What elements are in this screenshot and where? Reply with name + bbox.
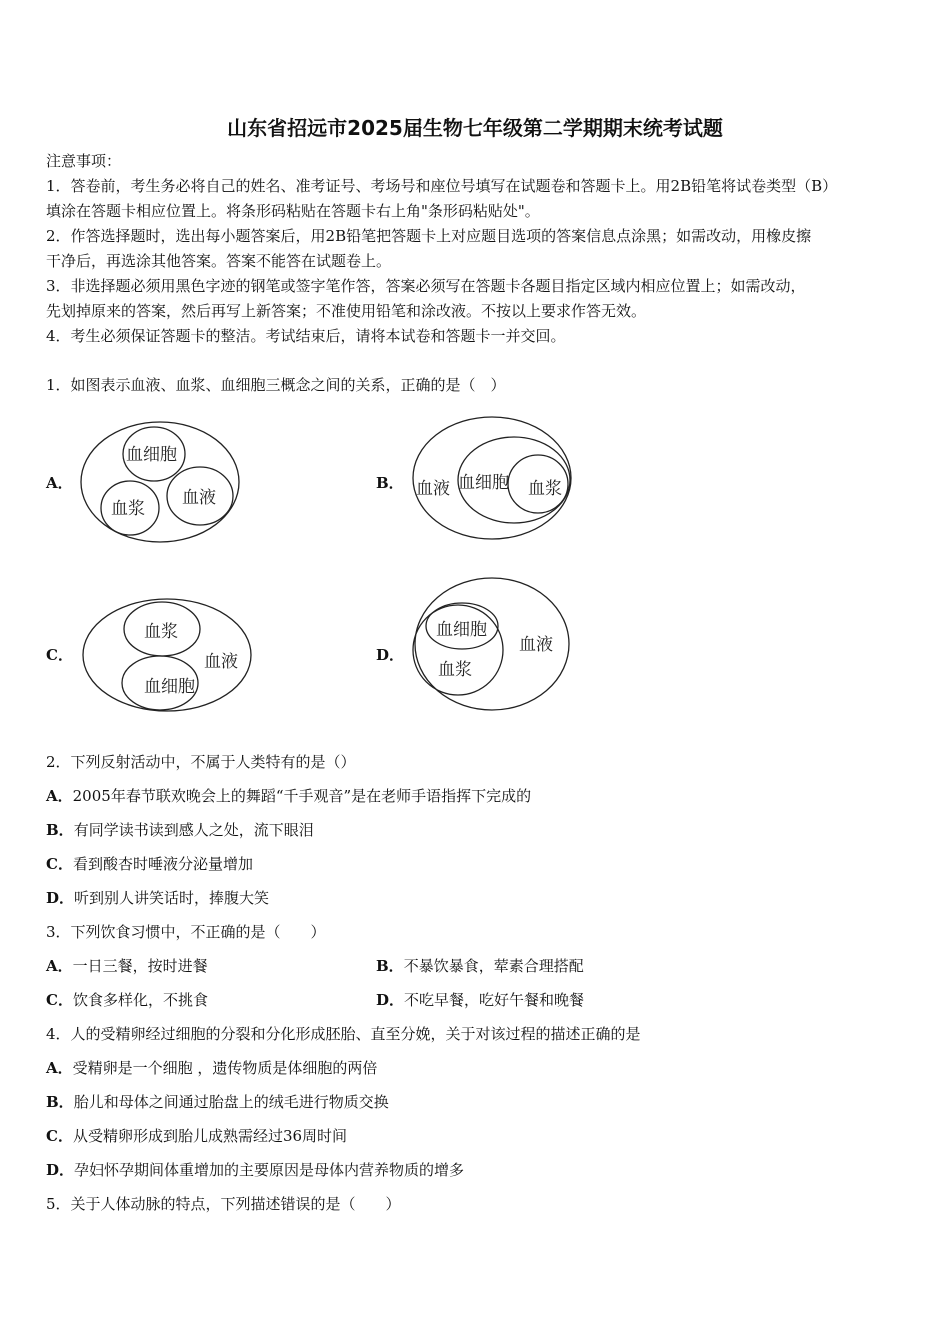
q1-option-c-label[interactable]: C． — [46, 646, 73, 664]
q1-option-b-diagram — [410, 414, 574, 544]
notice-heading: 注意事项： — [46, 152, 122, 170]
venn-label: 血浆 — [144, 622, 178, 642]
q3-option-b[interactable] — [376, 956, 584, 976]
question-3-stem: 3．下列饮食习惯中，不正确的是（ ） — [46, 923, 326, 941]
option-text: 不吃早餐，吃好午餐和晚餐 — [404, 991, 585, 1009]
option-label: D． — [46, 1161, 75, 1179]
notice-line: 干净后，再选涂其他答案。答案不能答在试题卷上。 — [46, 252, 392, 270]
option-text: 从受精卵形成到胎儿成熟需经过36周时间 — [72, 1127, 348, 1145]
q1-option-d-diagram — [412, 574, 574, 714]
venn-outer-circle — [81, 422, 239, 542]
q2-option-a[interactable] — [46, 786, 531, 806]
option-text: 一日三餐，按时进餐 — [72, 957, 208, 975]
q2-option-d[interactable] — [46, 888, 269, 908]
q1-option-a-label[interactable]: A． — [46, 474, 73, 492]
option-label: D． — [46, 889, 75, 907]
option-label: B． — [46, 821, 74, 839]
option-label: B． — [376, 957, 404, 975]
question-4-stem: 4．人的受精卵经过细胞的分裂和分化形成胚胎、直至分娩，关于对该过程的描述正确的是 — [46, 1025, 641, 1043]
q1-option-d-label[interactable]: D． — [376, 646, 405, 664]
option-text: 有同学读书读到感人之处，流下眼泪 — [73, 821, 314, 839]
notice-line: 1．答卷前，考生务必将自己的姓名、准考证号、考场号和座位号填写在试题卷和答题卡上。用2B铅笔将试卷类型（B） — [46, 177, 838, 195]
venn-label: 血细胞 — [144, 677, 195, 697]
option-text: 孕妇怀孕期间体重增加的主要原因是母体内营养物质的增多 — [74, 1161, 465, 1179]
q3-option-a[interactable] — [46, 956, 208, 976]
page-title: 山东省招远市2025届生物七年级第二学期期末统考试题 — [227, 116, 723, 140]
venn-label: 血液 — [182, 488, 216, 508]
venn-label: 血细胞 — [436, 620, 487, 640]
question-1-stem: 1．如图表示血液、血浆、血细胞三概念之间的关系，正确的是（ ） — [46, 376, 506, 394]
option-label: A． — [46, 787, 73, 805]
venn-label: 血浆 — [111, 499, 145, 519]
option-text: 听到别人讲笑话时，捧腹大笑 — [74, 889, 270, 907]
option-label: B． — [46, 1093, 74, 1111]
q2-option-b[interactable] — [46, 820, 314, 840]
option-label: A． — [46, 957, 73, 975]
option-text: 受精卵是一个细胞 ，遗传物质是体细胞的两倍 — [72, 1059, 378, 1077]
notice-line: 4．考生必须保证答题卡的整洁。考试结束后，请将本试卷和答题卡一并交回。 — [46, 327, 566, 345]
question-5-stem: 5．关于人体动脉的特点，下列描述错误的是（ ） — [46, 1195, 401, 1213]
venn-label: 血浆 — [438, 660, 472, 680]
option-label: C． — [46, 1127, 73, 1145]
q3-option-c[interactable] — [46, 990, 208, 1010]
venn-label: 血液 — [204, 652, 238, 672]
venn-middle-circle — [413, 605, 503, 695]
question-2-stem: 2．下列反射活动中，不属于人类特有的是（） — [46, 753, 356, 771]
q1-option-a-diagram — [78, 420, 242, 546]
venn-label: 血细胞 — [126, 445, 177, 465]
q2-option-c[interactable] — [46, 854, 253, 874]
option-text: 饮食多样化，不挑食 — [72, 991, 208, 1009]
option-text: 胎儿和母体之间通过胎盘上的绒毛进行物质交换 — [73, 1093, 389, 1111]
venn-label: 血细胞 — [458, 473, 509, 493]
venn-label: 血浆 — [528, 479, 562, 499]
notice-line: 3．非选择题必须用黑色字迹的钢笔或签字笔作答，答案必须写在答题卡各题目指定区域内相应位置上；如需改动， — [46, 277, 806, 295]
venn-label: 血液 — [416, 479, 450, 499]
option-label: A． — [46, 1059, 73, 1077]
option-label: C． — [46, 855, 73, 873]
option-text: 不暴饮暴食，荤素合理搭配 — [403, 957, 584, 975]
q3-option-d[interactable] — [376, 990, 584, 1010]
option-text: 2005年春节联欢晚会上的舞蹈“千手观音”是在老师手语指挥下完成的 — [72, 787, 532, 805]
q4-option-a[interactable] — [46, 1058, 377, 1078]
q4-option-b[interactable] — [46, 1092, 389, 1112]
q4-option-d[interactable] — [46, 1160, 464, 1180]
notice-line: 填涂在答题卡相应位置上。将条形码粘贴在答题卡右上角"条形码粘贴处"。 — [46, 202, 540, 220]
option-label: C． — [46, 991, 73, 1009]
option-label: D． — [376, 991, 405, 1009]
q1-option-c-diagram — [82, 598, 254, 714]
q4-option-c[interactable] — [46, 1126, 347, 1146]
notice-line: 2．作答选择题时，选出每小题答案后，用2B铅笔把答题卡上对应题目选项的答案信息点涂黑；如需改动，用橡皮擦 — [46, 227, 812, 245]
q1-option-b-label[interactable]: B． — [376, 474, 404, 492]
option-text: 看到酸杏时唾液分泌量增加 — [72, 855, 253, 873]
venn-label: 血液 — [519, 635, 553, 655]
notice-line: 先划掉原来的答案，然后再写上新答案；不准使用铅笔和涂改液。不按以上要求作答无效。 — [46, 302, 647, 320]
